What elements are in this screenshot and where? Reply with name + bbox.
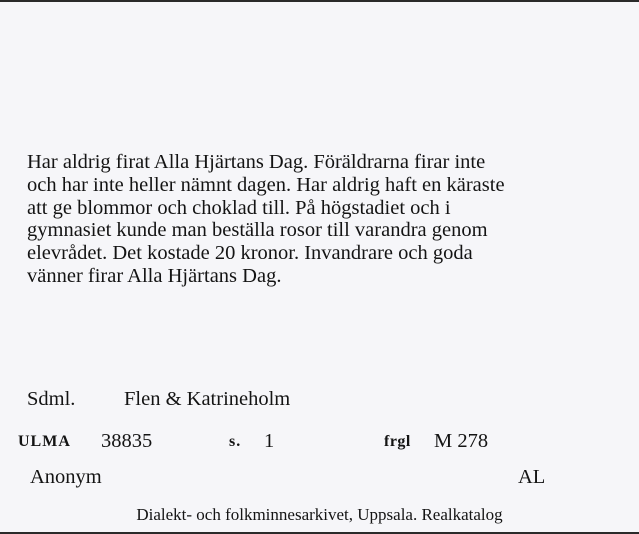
record-text <box>27 151 587 288</box>
text-line: vänner firar Alla Hjärtans Dag. <box>27 264 282 287</box>
ulma-number: 38835 <box>101 430 153 452</box>
question-list-label: frgl <box>384 433 411 450</box>
text-line: gymnasiet kunde man beställa rosor till varandra genom <box>27 219 488 242</box>
province-label: Sdml. <box>27 388 76 410</box>
ulma-label: ULMA <box>18 433 71 450</box>
page-number: 1 <box>264 430 275 452</box>
archive-footer: Dialekt- och folkminnesarkivet, Uppsala. Realkatalog <box>136 505 503 524</box>
page-label: s. <box>229 433 242 450</box>
informant-name: Anonym <box>30 466 102 488</box>
text-line: och har inte heller nämnt dagen. Har aldrig haft en käraste <box>27 173 505 196</box>
collector-initials: AL <box>518 466 546 488</box>
question-list-number: M 278 <box>434 430 489 452</box>
text-line: att ge blommor och choklad till. På högstadiet och i <box>27 196 451 219</box>
text-line: elevrådet. Det kostade 20 kronor. Invandrare och goda <box>27 242 473 265</box>
location-name: Flen & Katrineholm <box>124 388 291 410</box>
text-line: Har aldrig firat Alla Hjärtans Dag. Föräldrarna firar inte <box>27 151 486 173</box>
